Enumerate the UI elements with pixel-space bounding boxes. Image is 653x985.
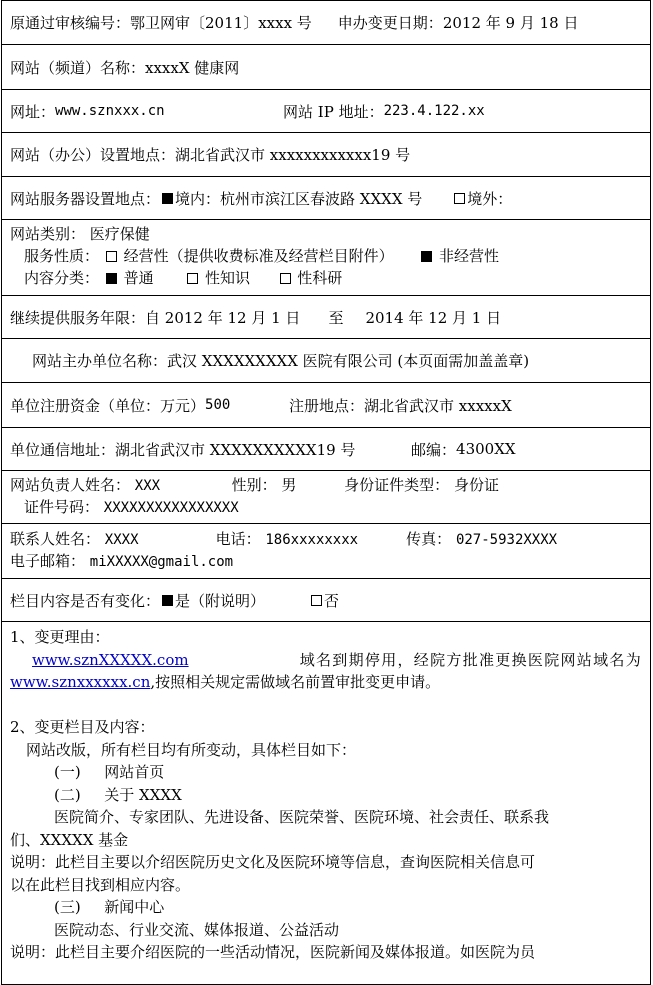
commercial-label: 经营性（提供收费标准及经营栏目附件） <box>123 247 394 265</box>
service-nature-label: 服务性质： <box>24 247 100 265</box>
service-period-label: 继续提供服务年限： <box>10 308 146 327</box>
change-date-value: 2012 年 9 月 18 日 <box>442 14 579 32</box>
item-1 <box>10 761 642 784</box>
id-number-value: XXXXXXXXXXXXXXXX <box>103 500 239 516</box>
reason-heading: 1、变更理由： <box>10 628 110 646</box>
new-domain-link[interactable]: www.sznxxxxxx.cn <box>10 673 151 691</box>
sex-knowledge-label: 性知识 <box>204 269 250 287</box>
content-class-label: 内容分类： <box>24 269 100 287</box>
sponsor-label: 网站主办单位名称： <box>32 352 168 370</box>
fax-value: 027-5932XXXX <box>455 532 558 548</box>
category-value: 医疗保健 <box>89 225 150 243</box>
noncommercial-checkbox[interactable] <box>421 251 432 262</box>
email-value: miXXXXX@gmail.com <box>89 554 234 570</box>
item-3-note: 说明：此栏目主要介绍医院的一些活动情况，医院新闻及媒体报道。如医院为员 <box>10 943 536 961</box>
reg-place-value: 湖北省武汉市 xxxxxX <box>364 396 512 415</box>
ip-label: 网站 IP 地址： <box>283 102 384 121</box>
responsible-name-label: 网站负责人姓名： <box>10 476 131 494</box>
service-period-row <box>2 296 650 339</box>
capital-row <box>2 383 650 428</box>
commercial-checkbox[interactable] <box>106 251 117 262</box>
yes-label: 是（附说明） <box>175 591 266 610</box>
item-1-num: (一) <box>54 763 81 781</box>
office-location-value: 湖北省武汉市 xxxxxxxxxxxx19 号 <box>175 146 411 164</box>
site-name-label: 网站（频道）名称： <box>10 58 146 77</box>
reason-line-1 <box>10 649 642 672</box>
columns-intro: 网站改版，所有栏目均有所变动，具体栏目如下： <box>26 740 357 759</box>
postcode-value: 4300XX <box>456 440 516 458</box>
id-type-value: 身份证 <box>453 476 499 494</box>
item-2-title: 关于 XXXX <box>104 785 182 804</box>
office-location-label: 网站（办公）设置地点： <box>10 146 176 164</box>
domestic-value: 杭州市滨江区春波路 XXXX 号 <box>220 189 423 208</box>
approval-number-value: 鄂卫网审〔2011〕xxxx 号 <box>130 14 312 32</box>
server-location-row <box>2 177 650 220</box>
no-label: 否 <box>324 591 340 610</box>
phone-value: 186xxxxxxxx <box>265 532 359 548</box>
general-checkbox[interactable] <box>106 273 117 284</box>
address-row <box>2 428 650 471</box>
item-3-title: 新闻中心 <box>104 898 165 916</box>
ip-value: 223.4.122.xx <box>383 103 485 119</box>
category-label: 网站类别： <box>10 225 86 243</box>
sponsor-row <box>2 339 650 383</box>
site-name-value: xxxxX 健康网 <box>145 58 240 77</box>
url-label: 网址： <box>10 102 56 121</box>
general-label: 普通 <box>123 269 154 287</box>
item-2-note-a: 说明：此栏目主要以介绍医院历史文化及医院环境等信息，查询医院相关信息可 <box>10 853 536 871</box>
sex-research-checkbox[interactable] <box>280 273 291 284</box>
change-description <box>2 622 650 984</box>
sex-research-label: 性科研 <box>297 269 343 287</box>
capital-value: 500 <box>205 397 231 413</box>
item-2-desc-b: 们、XXXXX 基金 <box>10 830 129 849</box>
server-location-label: 网站服务器设置地点： <box>10 189 161 208</box>
service-period-to-label: 至 <box>328 308 344 327</box>
fax-label: 传真： <box>406 530 452 548</box>
capital-label: 单位注册资金（单位：万元） <box>10 396 206 415</box>
reason-line-2 <box>10 671 642 694</box>
item-3-num: (三) <box>54 898 81 916</box>
url-row <box>2 90 650 133</box>
postcode-label: 邮编： <box>411 440 457 459</box>
approval-number-label: 原通过审核编号： <box>10 14 131 32</box>
approval-row <box>2 1 650 45</box>
abroad-checkbox[interactable] <box>454 193 465 204</box>
service-period-from: 自 2012 年 12 月 1 日 <box>145 308 301 327</box>
url-value: www.sznxxx.cn <box>55 103 165 119</box>
column-change-label: 栏目内容是否有变化： <box>10 591 161 610</box>
email-label: 电子邮箱： <box>10 552 86 570</box>
item-2-note-b: 以在此栏目找到相应内容。 <box>10 875 191 894</box>
gender-label: 性别： <box>231 476 277 494</box>
column-change-row <box>2 579 650 622</box>
domestic-checkbox[interactable] <box>162 193 173 204</box>
gender-value: 男 <box>281 476 297 494</box>
item-1-title: 网站首页 <box>104 763 165 781</box>
item-2-desc-a: 医院简介、专家团队、先进设备、医院荣誉、医院环境、社会责任、联系我 <box>54 808 550 826</box>
noncommercial-label: 非经营性 <box>438 247 499 265</box>
reason-text-1: 域名到期停用，经院方批准更换医院网站域名为 <box>299 650 642 669</box>
reason-text-2: ,按照相关规定需做域名前置审批变更申请。 <box>150 673 441 691</box>
abroad-label: 境外： <box>467 189 513 208</box>
item-2 <box>10 784 642 807</box>
phone-label: 电话： <box>215 530 261 548</box>
item-3 <box>10 896 642 919</box>
reg-place-label: 注册地点： <box>289 396 365 415</box>
item-3-desc: 医院动态、行业交流、媒体报道、公益活动 <box>54 920 340 939</box>
contact-name-value: XXXX <box>104 532 139 548</box>
site-name-row <box>2 45 650 90</box>
responsible-person-row <box>2 471 650 524</box>
change-application-form <box>1 0 651 985</box>
domestic-label: 境内： <box>175 189 221 208</box>
id-type-label: 身份证件类型： <box>344 476 450 494</box>
columns-heading: 2、变更栏目及内容： <box>10 718 155 736</box>
site-category-row <box>2 220 650 296</box>
old-domain-link[interactable]: www.sznXXXXX.com <box>32 650 189 669</box>
item-2-num: (二) <box>54 785 81 804</box>
service-period-to: 2014 年 12 月 1 日 <box>365 308 502 327</box>
office-location-row <box>2 133 650 177</box>
sponsor-value: 武汉 XXXXXXXXX 医院有限公司 (本页面需加盖盖章) <box>167 352 530 370</box>
id-number-label: 证件号码： <box>24 498 100 516</box>
responsible-name-value: XXX <box>134 478 161 494</box>
contact-row <box>2 524 650 579</box>
contact-name-label: 联系人姓名： <box>10 530 101 548</box>
no-checkbox[interactable] <box>311 595 322 606</box>
yes-checkbox[interactable] <box>162 595 173 606</box>
sex-knowledge-checkbox[interactable] <box>187 273 198 284</box>
address-value: 湖北省武汉市 XXXXXXXXXX19 号 <box>115 440 356 459</box>
change-date-label: 申办变更日期： <box>337 14 443 32</box>
address-label: 单位通信地址： <box>10 440 116 459</box>
